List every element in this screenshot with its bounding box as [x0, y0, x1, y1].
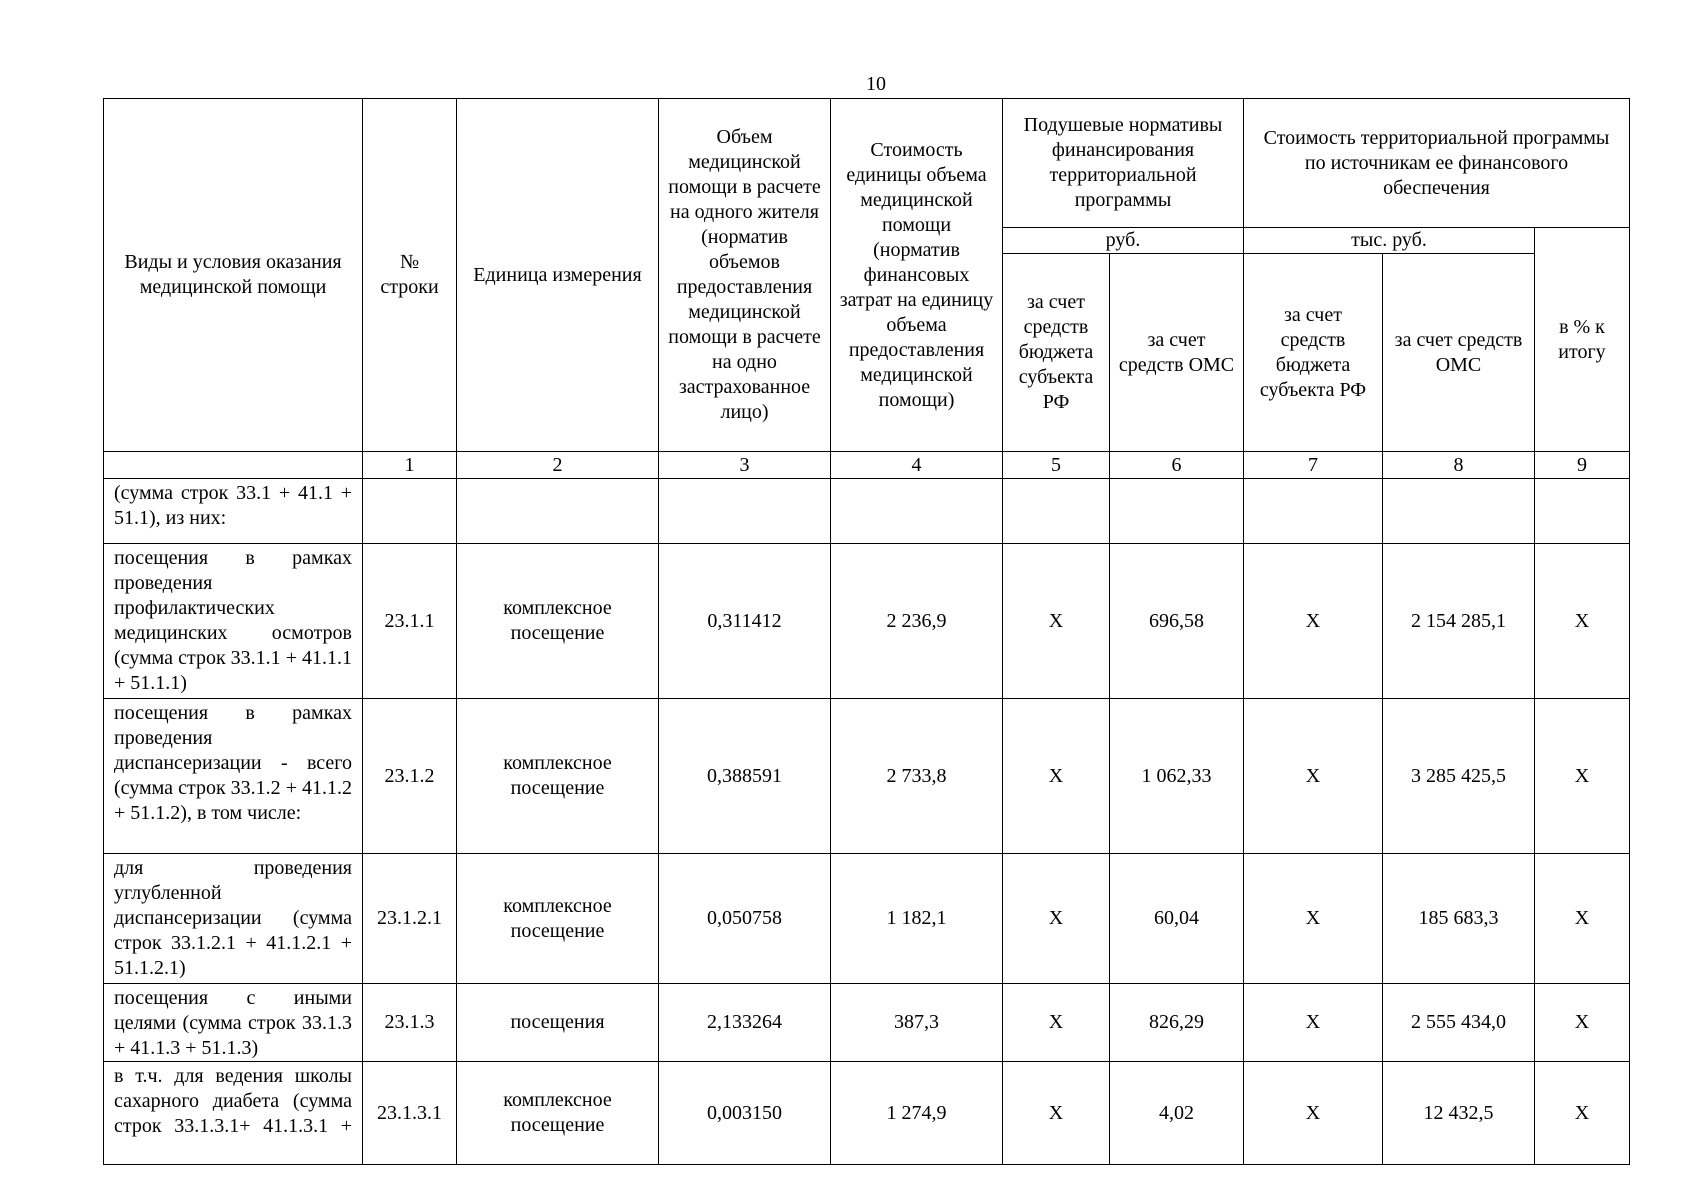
row-col9: Х — [1535, 854, 1630, 984]
row-col6: 826,29 — [1110, 984, 1244, 1062]
row-col6: 696,58 — [1110, 544, 1244, 699]
column-number — [104, 452, 363, 479]
row-kind: для проведения углубленной диспансеризации (сумма строк 33.1.2.1 + 41.1.2.1 + 51.1.2.1) — [104, 854, 363, 984]
row-col5: Х — [1003, 1062, 1110, 1165]
row-col7: Х — [1244, 1062, 1383, 1165]
header-row-number: № строки — [363, 99, 457, 452]
row-col5: Х — [1003, 984, 1110, 1062]
header-thousand-rub: тыс. руб. — [1244, 228, 1535, 254]
header-budget-2: за счет средств бюджета субъекта РФ — [1244, 254, 1383, 452]
row-col5 — [1003, 479, 1110, 544]
row-volume: 0,311412 — [659, 544, 831, 699]
row-col8: 2 555 434,0 — [1383, 984, 1535, 1062]
header-kind: Виды и условия оказания медицинской помощи — [104, 99, 363, 452]
row-kind: (сумма строк 33.1 + 41.1 + 51.1), из них: — [104, 479, 363, 544]
row-col8: 3 285 425,5 — [1383, 699, 1535, 854]
header-budget: за счет средств бюджета субъекта РФ — [1003, 254, 1110, 452]
row-unit: комплексное посещение — [457, 544, 659, 699]
row-col6: 1 062,33 — [1110, 699, 1244, 854]
row-col5: Х — [1003, 854, 1110, 984]
row-number — [363, 479, 457, 544]
column-number: 8 — [1383, 452, 1535, 479]
column-number: 7 — [1244, 452, 1383, 479]
row-col7: Х — [1244, 984, 1383, 1062]
row-volume: 2,133264 — [659, 984, 831, 1062]
row-volume — [659, 479, 831, 544]
column-number: 9 — [1535, 452, 1630, 479]
table-row — [104, 699, 1630, 854]
row-cost: 1 274,9 — [831, 1062, 1003, 1165]
column-number: 5 — [1003, 452, 1110, 479]
column-number: 4 — [831, 452, 1003, 479]
header-rub: руб. — [1003, 228, 1244, 254]
row-kind: посещения в рамках проведения профилактических медицинских осмотров (сумма строк 33.1.1 + 41.1.1 + 51.1.1) — [104, 544, 363, 699]
column-number: 1 — [363, 452, 457, 479]
row-cost: 387,3 — [831, 984, 1003, 1062]
row-col9: Х — [1535, 984, 1630, 1062]
column-number-row — [104, 452, 1630, 479]
table-row — [104, 854, 1630, 984]
column-number: 6 — [1110, 452, 1244, 479]
row-unit: посещения — [457, 984, 659, 1062]
header-volume: Объем медицинской помощи в расчете на одного жителя (норматив объемов предоставления медицинской помощи в расчете на одно застрахованное лицо) — [659, 99, 831, 452]
column-number: 2 — [457, 452, 659, 479]
header-percent: в % к итогу — [1535, 228, 1630, 452]
table-row — [104, 479, 1630, 544]
row-col7: Х — [1244, 699, 1383, 854]
row-unit — [457, 479, 659, 544]
row-col5: Х — [1003, 544, 1110, 699]
row-kind: посещения с иными целями (сумма строк 33.1.3 + 41.1.3 + 51.1.3) — [104, 984, 363, 1062]
row-number: 23.1.1 — [363, 544, 457, 699]
header-oms-2: за счет средств ОМС — [1383, 254, 1535, 452]
row-kind: посещения в рамках проведения диспансеризации - всего (сумма строк 33.1.2 + 41.1.2 + 51.1.2), в том числе: — [104, 699, 363, 854]
row-col5: Х — [1003, 699, 1110, 854]
row-unit: комплексное посещение — [457, 854, 659, 984]
row-volume: 0,388591 — [659, 699, 831, 854]
row-col6: 4,02 — [1110, 1062, 1244, 1165]
header-oms: за счет средств ОМС — [1110, 254, 1244, 452]
row-cost — [831, 479, 1003, 544]
row-col8: 12 432,5 — [1383, 1062, 1535, 1165]
row-kind: в т.ч. для ведения школы сахарного диабета (сумма строк 33.1.3.1+ 41.1.3.1 + — [104, 1062, 363, 1165]
row-volume: 0,003150 — [659, 1062, 831, 1165]
row-col9: Х — [1535, 699, 1630, 854]
row-number: 23.1.2.1 — [363, 854, 457, 984]
header-per-capita: Подушевые нормативы финансирования территориальной программы — [1003, 99, 1244, 228]
row-number: 23.1.3 — [363, 984, 457, 1062]
table-row — [104, 984, 1630, 1062]
row-col9: Х — [1535, 1062, 1630, 1165]
program-cost-table — [103, 98, 1630, 1165]
table-row — [104, 1062, 1630, 1165]
row-col9 — [1535, 479, 1630, 544]
row-number: 23.1.2 — [363, 699, 457, 854]
row-unit: комплексное посещение — [457, 1062, 659, 1165]
row-cost: 2 236,9 — [831, 544, 1003, 699]
row-col8: 185 683,3 — [1383, 854, 1535, 984]
row-col8 — [1383, 479, 1535, 544]
row-col8: 2 154 285,1 — [1383, 544, 1535, 699]
header-unit: Единица измерения — [457, 99, 659, 452]
row-col7: Х — [1244, 854, 1383, 984]
row-col6: 60,04 — [1110, 854, 1244, 984]
page-number: 10 — [866, 73, 886, 95]
row-col9: Х — [1535, 544, 1630, 699]
header-program-cost: Стоимость территориальной программы по источникам ее финансового обеспечения — [1244, 99, 1630, 228]
column-number: 3 — [659, 452, 831, 479]
row-col7: Х — [1244, 544, 1383, 699]
header-cost: Стоимость единицы объема медицинской помощи (норматив финансовых затрат на единицу объема предоставления медицинской помощи) — [831, 99, 1003, 452]
row-col6 — [1110, 479, 1244, 544]
table-row — [104, 544, 1630, 699]
row-unit: комплексное посещение — [457, 699, 659, 854]
row-number: 23.1.3.1 — [363, 1062, 457, 1165]
row-col7 — [1244, 479, 1383, 544]
row-cost: 2 733,8 — [831, 699, 1003, 854]
row-cost: 1 182,1 — [831, 854, 1003, 984]
row-volume: 0,050758 — [659, 854, 831, 984]
